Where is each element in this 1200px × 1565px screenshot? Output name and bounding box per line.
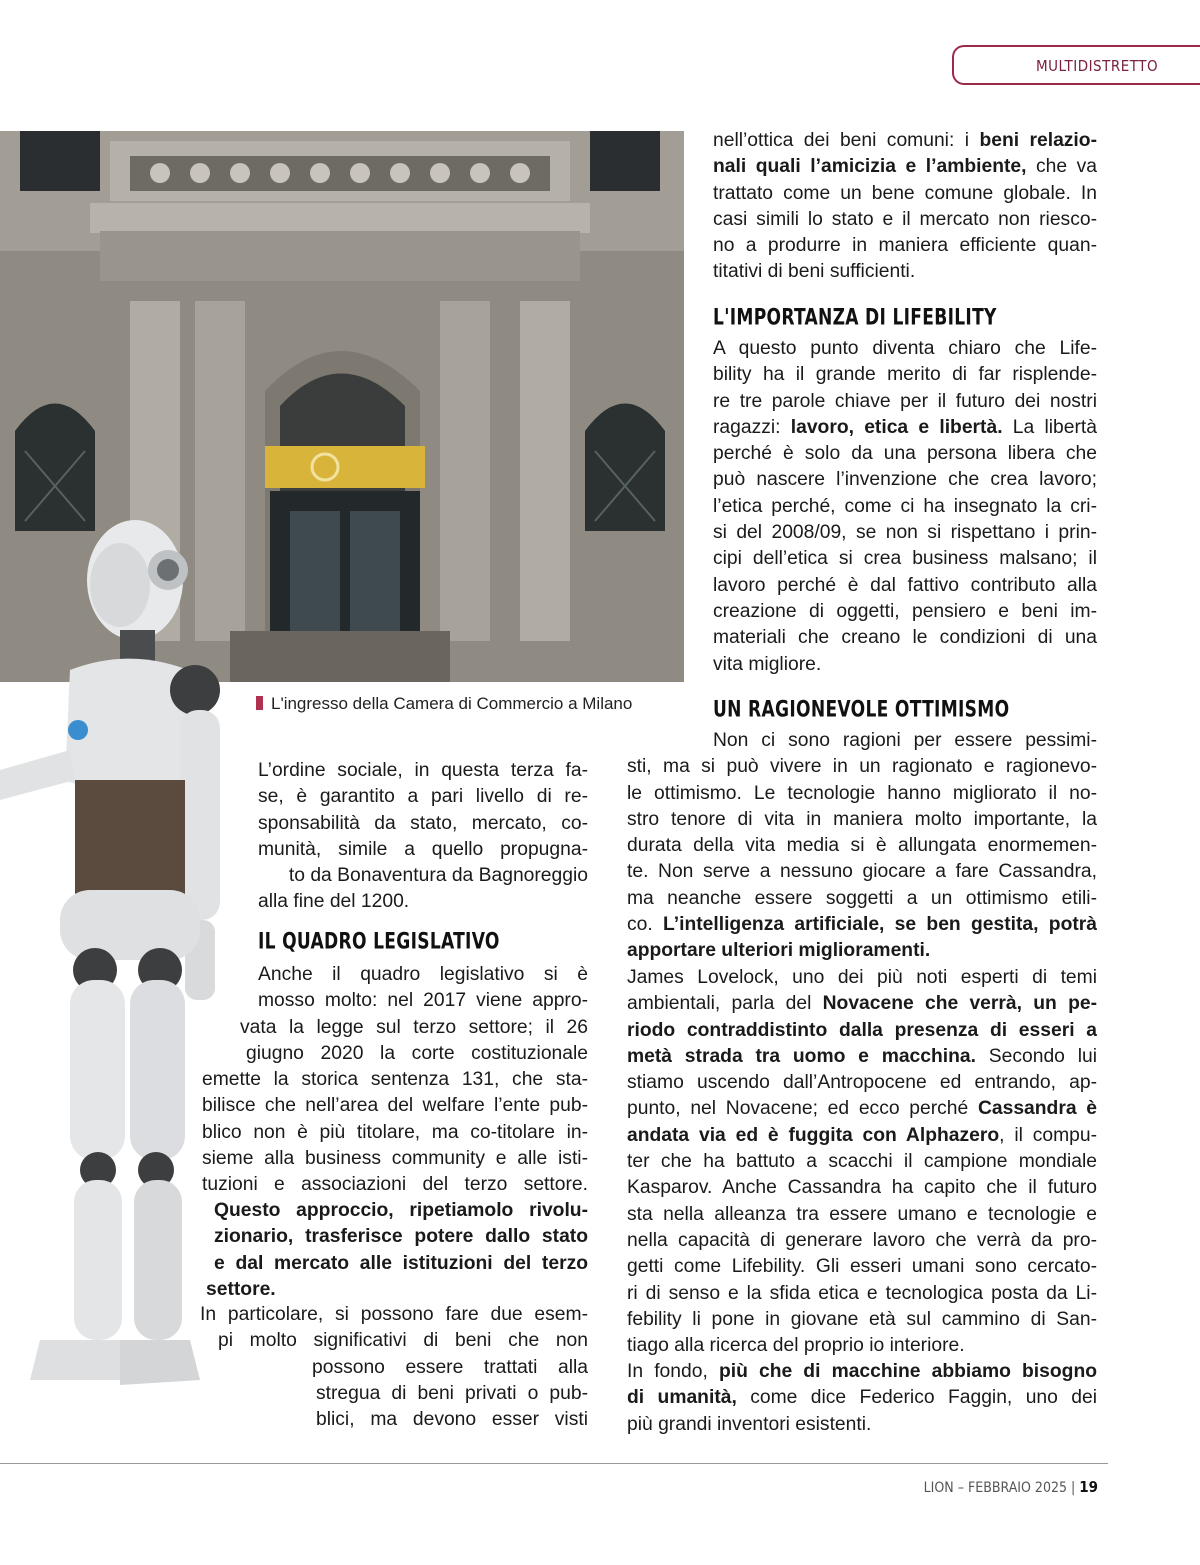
photo-caption: [256, 694, 632, 714]
text-line: bilisce che nell’area del welfare l’ente pub-: [202, 1095, 588, 1117]
section-tab: [952, 45, 1200, 85]
text-line: perché è solo da una persona libera che: [713, 443, 1097, 465]
text-run: Secondo lui: [976, 1045, 1097, 1067]
text-line: vata la legge sul terzo settore; il 26: [240, 1016, 588, 1038]
text-run: , il compu-: [999, 1124, 1098, 1146]
text-run: La libertà: [1002, 416, 1097, 438]
text-line: pi molto significativi di beni che non: [218, 1330, 588, 1352]
text-line: stro tenore di vita in maniera molto importante, la: [627, 808, 1097, 830]
text-line: tiago alla ricerca del proprio io interiore.: [627, 1335, 965, 1357]
text-line: zionario, trasferisce potere dallo stato: [214, 1226, 588, 1248]
text-line: mosso molto: nel 2017 viene appro-: [258, 990, 588, 1012]
heading-quadro-legislativo: IL QUADRO LEGISLATIVO: [258, 928, 500, 954]
text-line: bility ha il grande merito di far risplende-: [713, 364, 1097, 386]
text-run-bold: apportare ulteriori miglioramenti.: [627, 940, 931, 962]
text-line: L’ordine sociale, in questa terza fa-: [258, 760, 588, 781]
text-line: possono essere trattati alla: [312, 1356, 588, 1378]
text-line: sta nella alleanza tra essere umano e tecnologie e: [627, 1203, 1097, 1225]
page-footer: [920, 1478, 1098, 1496]
text-line: In particolare, si possono fare due esem-: [200, 1304, 588, 1325]
text-run: nell’ottica dei beni comuni: i: [713, 130, 980, 151]
left-paragraph-1: [258, 758, 588, 916]
text-run-bold: andata via ed è fuggita con Alphazero: [627, 1124, 1000, 1146]
left-paragraph-4: [200, 1302, 588, 1433]
text-run: ragazzi:: [713, 416, 791, 438]
caption-text: L'ingresso della Camera di Commercio a Milano: [271, 694, 633, 713]
heading-ragionevole-ottimismo: UN RAGIONEVOLE OTTIMISMO: [713, 696, 1010, 722]
text-run: ambientali, parla del: [627, 993, 823, 1015]
text-line: sieme alla business community e alle isti-: [202, 1148, 588, 1170]
text-run-bold: nali quali l’amicizia e l’ambiente,: [713, 156, 1027, 178]
text-line: più grandi inventori esistenti.: [627, 1413, 872, 1435]
text-line: può nascere l’invenzione che crea lavoro;: [713, 469, 1097, 491]
right-paragraph-3: [627, 728, 1097, 965]
text-line: stiamo uscendo dall’Antropocene ed entrando, ap-: [627, 1072, 1097, 1094]
text-line: e dal mercato alle istituzioni del terzo: [214, 1252, 588, 1274]
text-line: blico non è più titolare, ma co-titolare in-: [202, 1121, 588, 1143]
text-line: se, è garantito a pari livello di re-: [258, 786, 588, 808]
text-run: In fondo,: [627, 1361, 719, 1382]
text-line: A questo punto diventa chiaro che Life-: [713, 338, 1097, 359]
text-line: getti come Lifebility. Gli esseri umani sono cercato-: [627, 1256, 1097, 1278]
left-paragraph-3-bold: [206, 1198, 588, 1303]
text-line: creazione di oggetti, pensiero e beni im-: [713, 600, 1097, 622]
text-run-bold: lavoro, etica e libertà.: [790, 416, 1003, 438]
text-line: emette la storica sentenza 131, che sta-: [202, 1069, 588, 1091]
text-line: stregua di beni privati o pub-: [316, 1382, 588, 1404]
text-line: durata della vita media si è allungata enormemen-: [627, 835, 1097, 857]
text-line: tuzioni e associazioni del terzo settore.: [202, 1174, 588, 1196]
text-run-bold: riodo contraddistinto dalla presenza di esseri a: [627, 1019, 1097, 1041]
text-line: ma neanche essere soggetti a un ottimismo etili-: [627, 887, 1097, 909]
text-line: materiali che creano le condizioni di una: [713, 627, 1097, 649]
text-line: alla fine del 1200.: [258, 891, 410, 913]
text-line: to da Bonaventura da Bagnoreggio: [288, 865, 588, 887]
text-line: cipi dell’etica si crea business malsano; il: [713, 548, 1097, 570]
text-line: febility li pone in giovane età sul cammino di San-: [627, 1308, 1097, 1330]
text-line: settore.: [206, 1278, 276, 1300]
right-paragraph-1: [713, 128, 1097, 286]
text-line: James Lovelock, uno dei più noti esperti di temi: [627, 967, 1097, 988]
text-line: munità, simile a quello propugna-: [258, 838, 588, 860]
text-line: casi simili lo stato e il mercato non riesco-: [713, 208, 1097, 230]
right-paragraph-5: [627, 1359, 1097, 1438]
text-run-bold: Cassandra è: [977, 1098, 1097, 1120]
text-line: sti, ma si può vivere in un ragionato e ragionevo-: [627, 756, 1097, 778]
text-line: Non ci sono ragioni per essere pessimi-: [713, 730, 1097, 751]
text-run-bold: L’intelligenza artificiale, se ben gestita, potrà: [663, 914, 1097, 936]
text-run: che va: [1026, 156, 1097, 178]
text-run-bold: di umanità,: [627, 1387, 737, 1409]
left-paragraph-2: [202, 962, 588, 1199]
text-line: vita migliore.: [713, 653, 822, 675]
text-line: Kasparov. Anche Cassandra ha capito che il futuro: [627, 1177, 1097, 1199]
text-line: no a produrre in maniera efficiente quan-: [713, 235, 1097, 257]
text-line: Questo approccio, ripetiamolo rivolu-: [214, 1200, 588, 1221]
text-line: sponsabilità da stato, mercato, co-: [258, 812, 588, 834]
text-line: trattato come un bene comune globale. In: [713, 182, 1097, 204]
text-line: te. Non serve a nessuno giocare a fare Cassandra,: [627, 861, 1097, 883]
footer-issue: LION – FEBBRAIO 2025 |: [923, 1480, 1076, 1496]
caption-marker-icon: [256, 696, 263, 710]
text-line: ter che ha battuto a scacchi il campione mondiale: [627, 1151, 1097, 1173]
text-run-bold: Novacene che verrà, un pe-: [822, 993, 1097, 1015]
text-line: giugno 2020 la corte costituzionale: [246, 1042, 588, 1064]
text-run-bold: beni relazio-: [979, 130, 1097, 151]
text-run-bold: più che di macchine abbiamo bisogno: [718, 1361, 1097, 1382]
text-run: come dice Federico Faggin, uno dei: [736, 1387, 1097, 1409]
text-line: nella capacità di generare lavoro che verrà da pro-: [627, 1229, 1097, 1251]
section-label: MULTIDISTRETTO: [1036, 57, 1159, 75]
text-run: co.: [627, 914, 664, 936]
right-paragraph-4: [627, 965, 1097, 1359]
text-line: blici, ma devono esser visti: [316, 1409, 588, 1431]
text-run: punto, nel Novacene; ed ecco perché: [627, 1098, 978, 1120]
right-paragraph-2: [713, 336, 1097, 678]
text-line: si del 2008/09, se non si rispettano i prin-: [713, 522, 1097, 544]
text-run-bold: metà strada tra uomo e macchina.: [627, 1045, 976, 1067]
text-line: lavoro perché è dal fattivo contributo alla: [713, 574, 1097, 596]
text-line: Anche il quadro legislativo si è: [258, 964, 588, 985]
text-line: titativi di beni sufficienti.: [713, 261, 916, 283]
page-number: 19: [1079, 1478, 1098, 1496]
text-line: le ottimismo. Le tecnologie hanno migliorato il no-: [627, 782, 1097, 804]
text-line: ri di senso e la sfida etica e tecnologica posta da Li-: [627, 1282, 1097, 1304]
text-line: re tre parole chiave per il futuro dei nostri: [713, 390, 1097, 412]
footer-divider: [0, 1463, 1108, 1464]
text-line: l’etica perché, come ci ha insegnato la cri-: [713, 495, 1097, 517]
heading-importanza-lifebility: L'IMPORTANZA DI LIFEBILITY: [713, 304, 997, 330]
